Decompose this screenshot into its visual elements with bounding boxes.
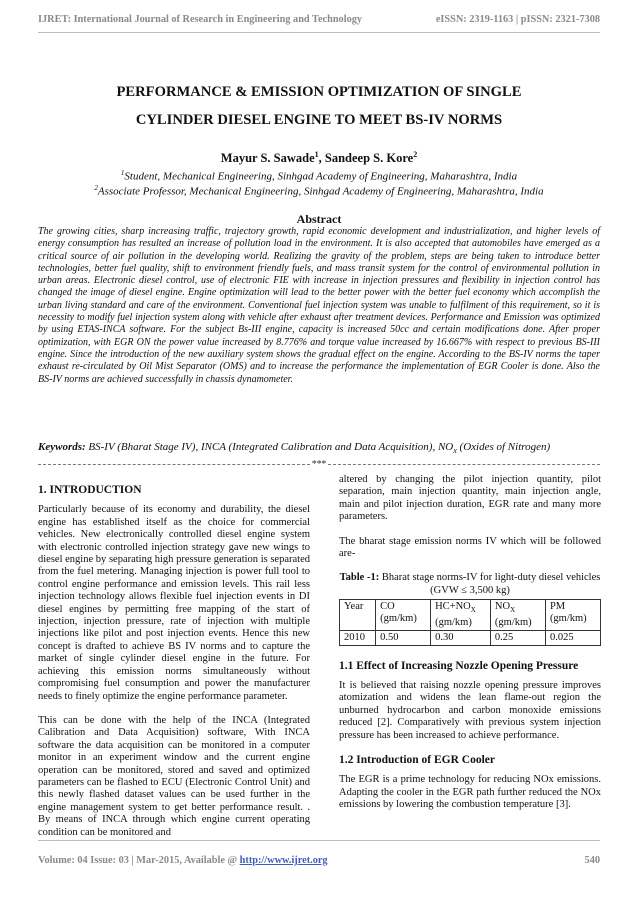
table-header-cell <box>490 600 545 630</box>
footer-text: Volume: 04 Issue: 03 | Mar-2015, Available @ <box>38 855 240 866</box>
header-hcnox: $HC+NO_X$ <box>435 601 476 615</box>
keywords-tail: (Oxides of Nitrogen) <box>456 441 551 453</box>
header-pm-unit: (gm/km) <box>549 613 587 625</box>
affiliation-1-text: Student, Mechanical Engineering, Sinhgad Academy of Engineering, Maharashtra, India <box>124 170 518 183</box>
table-header-cell <box>431 600 491 630</box>
header-co: CO <box>380 601 395 613</box>
table-cell: 0.30 <box>431 630 491 645</box>
title-line-1: PERFORMANCE & EMISSION OPTIMIZATION OF SINGLE <box>116 84 522 100</box>
keywords-sub: x <box>453 446 457 456</box>
footer-rule <box>38 840 600 841</box>
right-paragraph-1: altered by changing the pilot injection quantity, pilot separation, main injection quantity, main injection angle, main and pilot injection duration, EGR rate and many more parameters. <box>339 474 601 523</box>
table-cell: 2010 <box>340 630 376 645</box>
section-1-1-text: It is believed that raising nozzle opening pressure improves atomization and widens the lean flame-out region the unburned hydrocarbon and carbon monoxide emissions reduced [2]. Comparatively with previous system injection pressure has been increased to achieve performance. <box>339 679 601 741</box>
author-1: Mayur S. Sawade <box>220 151 315 166</box>
page-footer <box>38 855 600 869</box>
intro-paragraph-1: Particularly because of its economy and durability, the diesel engine has established itself as the choice for commercial vehicles. New electronically controlled diesel engine system with electronic controlled injection strategy gave new wings to diesel engine by separating high pressure generation is separated from the fuel metering. Managing injection is power full tool to control engine performance and emission levels. This rail less injection technology allows flexible fuel injection events in DI diesel engines by permitting free mapping of the start of injection, injection pressure, rate of injection with multiple injections like pilot and post injection events. Hence this new concept is drafted to achieve BS IV norms and to capture the market of single cylinder diesel engine in the future. For achieving this emission norms simultaneously without compromising fuel consumption and power the manufacturer needs to finely optimize the engine performance parameter. <box>38 504 310 702</box>
table-cell: 0.25 <box>490 630 545 645</box>
emission-norms-table <box>339 599 601 645</box>
abstract-heading: Abstract <box>296 212 342 226</box>
section-1-1-heading: 1.1 Effect of Increasing Nozzle Opening Pressure <box>339 659 579 672</box>
header-hcnox-unit: (gm/km) <box>435 616 472 628</box>
header-nox: $NO_X$ <box>494 601 516 615</box>
separator-dash-left <box>38 464 310 465</box>
right-column <box>339 474 601 824</box>
author-2: Sandeep S. Kore <box>324 151 414 166</box>
journal-name: IJRET: International Journal of Research in Engineering and Technology <box>38 14 363 25</box>
keywords <box>38 441 600 455</box>
affiliation-2 <box>38 184 600 198</box>
header-rule <box>38 32 600 33</box>
intro-paragraph-2: This can be done with the help of the INCA (Integrated Calibration and Data Acquisition) software, With INCA software the data acquisition can be monitored in a computer monitor in an experiment window and the current engine operation can be monitored, stored and saved and optimized parameters can be flashed to ECU (Electronic Control Unit) and this newly flashed dataset values can be used further in the engine management system to get better performance result. . By means of INCA through which engine current operating condition can be monitored and <box>38 714 310 838</box>
section-separator <box>38 459 600 470</box>
section-1-2-text: The EGR is a prime technology for reducing NOx emissions. Adapting the cooler in the EGR path further reduced the NOx emissions by lowering the combustion temperature [3]. <box>339 774 601 811</box>
table-row <box>340 630 601 645</box>
table-header-row <box>340 600 601 630</box>
right-paragraph-2: The bharat stage emission norms IV which will be followed are- <box>339 535 601 560</box>
left-column <box>38 476 310 851</box>
page-header <box>38 14 600 30</box>
intro-heading: 1. INTRODUCTION <box>38 484 142 496</box>
title-line-2: CYLINDER DIESEL ENGINE TO MEET BS-IV NORMS <box>135 112 503 128</box>
table-caption-label: Table -1: <box>339 572 380 584</box>
affiliation-1-sup: 1 <box>120 169 125 177</box>
separator-stars: *** <box>311 459 327 470</box>
table-header-cell <box>376 600 431 630</box>
author-sep: , <box>318 151 325 166</box>
paper-title <box>38 78 600 134</box>
section-1-2-heading: 1.2 Introduction of EGR Cooler <box>339 753 495 766</box>
header-year: Year <box>344 601 364 613</box>
abstract-text: The growing cities, sharp increasing traffic, trajectory growth, rapid economic development and industrialization, and higher levels of energy consumption has resulted an increase of pollution load in the environment. It is also accepted that automobiles have emerged as a critical source of air pollution in the developing world. Realizing the gravity of the problem, steps are being taken to introduce better technologies, better fuel quality, shift to environment friendly fuels, and mass transit system for the control of environmental pollution in urban areas. Electronic diesel control, use of electronic FIE with increase in injection pressures and flexibility in injection control has changed the image of diesel engine. Engine optimization will lead to the better power with the better fuel economy which accomplish the urban living standard and care of the environment. Conventional fuel injection system was unable to fulfilment of this requirement, so it is necessity to modify fuel injection system along with vehicle after exhaust after treatment devices. Performance and Emission was optimized by using ETAS-INCA software. For the subject Bs-III engine, capacity is increased 50cc and certain modifications done. After proper optimization, with EGR ON the power value increased by 8.776% and torque value increased by 16.667% with respect to previous BS-III engine. Since the introduction of the new auxiliary system shows the gradual effect on the engine. According to the BS-IV norms the taper exhaust re-circulated by Oil Mist Separator (OMS) and to increase the performance the implementation of EGR Cooler is done. Also the BS-IV norms are achieved successfully in chassis dynamometer. <box>38 226 600 385</box>
keywords-text: BS-IV (Bharat Stage IV), INCA (Integrated Calibration and Data Acquisition), NO <box>85 441 454 453</box>
author-1-sup: 1 <box>314 150 319 159</box>
author-2-sup: 2 <box>413 150 418 159</box>
keywords-label: Keywords: <box>38 441 86 453</box>
table-header-cell <box>340 600 376 630</box>
table-caption-text: Bharat stage norms-IV for light-duty diesel vehicles (GVW ≤ 3,500 kg) <box>379 572 601 596</box>
page-number: 540 <box>584 855 600 866</box>
journal-link[interactable]: http://www.ijret.org <box>239 855 328 866</box>
issn: eISSN: 2319-1163 | pISSN: 2321-7308 <box>435 14 600 25</box>
authors <box>38 150 600 166</box>
affiliation-1 <box>38 169 600 183</box>
header-co-unit: (gm/km) <box>380 613 417 625</box>
header-nox-unit: (gm/km) <box>494 616 532 628</box>
affiliation-2-sup: 2 <box>94 184 98 192</box>
affiliation-2-text: Associate Professor, Mechanical Engineering, Sinhgad Academy of Engineering, Maharashtra, India <box>97 185 544 198</box>
table-header-cell <box>545 600 600 630</box>
separator-dash-right <box>328 464 600 465</box>
header-pm: PM <box>549 601 566 613</box>
table-caption <box>339 572 601 597</box>
footer-volume <box>38 855 328 866</box>
table-cell: 0.50 <box>376 630 431 645</box>
table-cell: 0.025 <box>545 630 600 645</box>
